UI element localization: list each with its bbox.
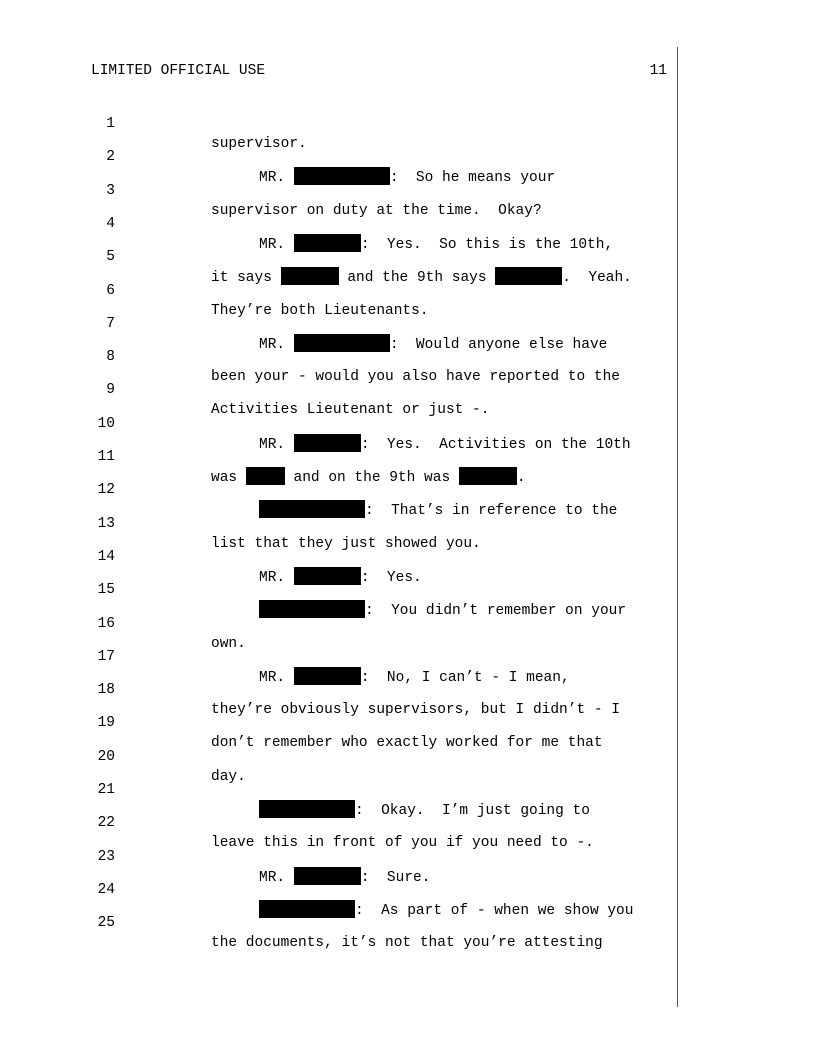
text-segment: : Yes. So this is the 10th, [360,236,614,253]
line-number: 9 [106,382,115,399]
transcript-line [0,660,816,719]
line-number: 1 [106,116,115,132]
line-number: 11 [97,449,115,465]
text-segment: : Yes. [360,569,422,586]
transcript-line [0,793,816,852]
transcript-line [0,94,816,152]
transcript-line [0,727,816,785]
transcript-line [0,227,816,287]
text-segment: supervisor on duty at the time. Okay? [211,202,542,219]
transcript-line [0,693,816,752]
line-number: 20 [97,748,115,765]
transcript-line [0,194,816,253]
transcript-line [0,627,816,686]
transcript-line [0,494,816,552]
page-header [91,62,667,80]
transcript-line [0,394,816,453]
text-segment: supervisor. [211,136,307,152]
line-number: 2 [106,149,115,166]
line-number: 15 [97,582,115,599]
transcript-line [0,860,816,919]
text-segment: it says [211,270,281,287]
line-number: 10 [97,415,115,432]
line-number: 22 [97,815,115,832]
line-number: 14 [97,548,115,565]
line-number: 19 [97,715,115,732]
line-number: 21 [97,782,115,798]
text-segment: and the 9th says [338,270,496,287]
line-number: 5 [106,249,115,266]
classification-marking: LIMITED OFFICIAL USE [91,63,266,79]
text-segment: leave this in front of you if you need to -. [211,835,594,852]
line-number: 18 [97,682,115,699]
text-segment: MR. [259,669,294,686]
line-number: 25 [97,915,115,932]
text-segment: don’t remember who exactly worked for me that [211,735,603,752]
text-segment: . Yeah. [562,270,632,287]
line-number: 16 [97,615,115,632]
transcript-line [0,760,816,819]
line-text [211,933,603,953]
page-number: 11 [649,63,667,79]
text-segment: : Yes. Activities on the 10th [360,436,631,453]
line-number: 8 [106,349,115,366]
text-segment: : That’s in reference to the [365,503,618,520]
text-segment: was [211,470,246,486]
text-segment: : As part of - when we show you [355,902,634,919]
text-segment: MR. [259,869,294,886]
transcript-line [0,460,816,520]
transcript-line [0,560,816,620]
line-number: 3 [106,182,115,199]
transcript-line [0,427,816,486]
line-number: 7 [106,315,115,332]
transcript-line [0,161,816,219]
text-segment: own. [211,635,246,652]
transcript-line [0,127,816,187]
text-segment: MR. [259,569,294,586]
text-segment: day. [211,768,246,785]
text-segment: they’re obviously supervisors, but I didn’t - I [211,702,620,719]
transcript-line [0,327,816,386]
text-segment: : Okay. I’m just going to [355,803,590,819]
transcript-line [0,527,816,586]
text-segment: been your - would you also have reported to the [211,369,620,386]
line-number: 4 [106,215,115,232]
text-segment: They’re both Lieutenants. [211,302,429,319]
text-segment: MR. [259,436,294,453]
text-segment: list that they just showed you. [211,535,481,552]
text-segment: and on the 9th was [284,470,459,486]
text-segment: MR. [259,236,294,253]
text-segment: MR. [259,170,294,187]
transcript-line [0,294,816,353]
text-segment: the documents, it’s not that you’re attesting [211,935,603,952]
text-segment: : So he means your [389,170,556,187]
transcript-line [0,261,816,319]
line-number: 13 [97,515,115,532]
transcript-line [0,594,816,652]
line-number: 23 [97,848,115,865]
text-segment: : You didn’t remember on your [365,603,627,620]
line-number: 6 [106,282,115,299]
transcript-line [0,360,816,419]
transcript-line [0,893,816,952]
text-segment: . [516,470,526,486]
line-number: 24 [97,881,115,898]
text-segment: MR. [259,336,294,353]
text-segment: : Would anyone else have [389,336,608,353]
transcript-line [0,827,816,886]
text-segment: Activities Lieutenant or just -. [211,402,490,419]
line-number: 12 [97,482,115,499]
text-segment: : No, I can’t - I mean, [360,669,570,686]
text-segment: : Sure. [360,869,431,886]
line-number: 17 [97,648,115,665]
